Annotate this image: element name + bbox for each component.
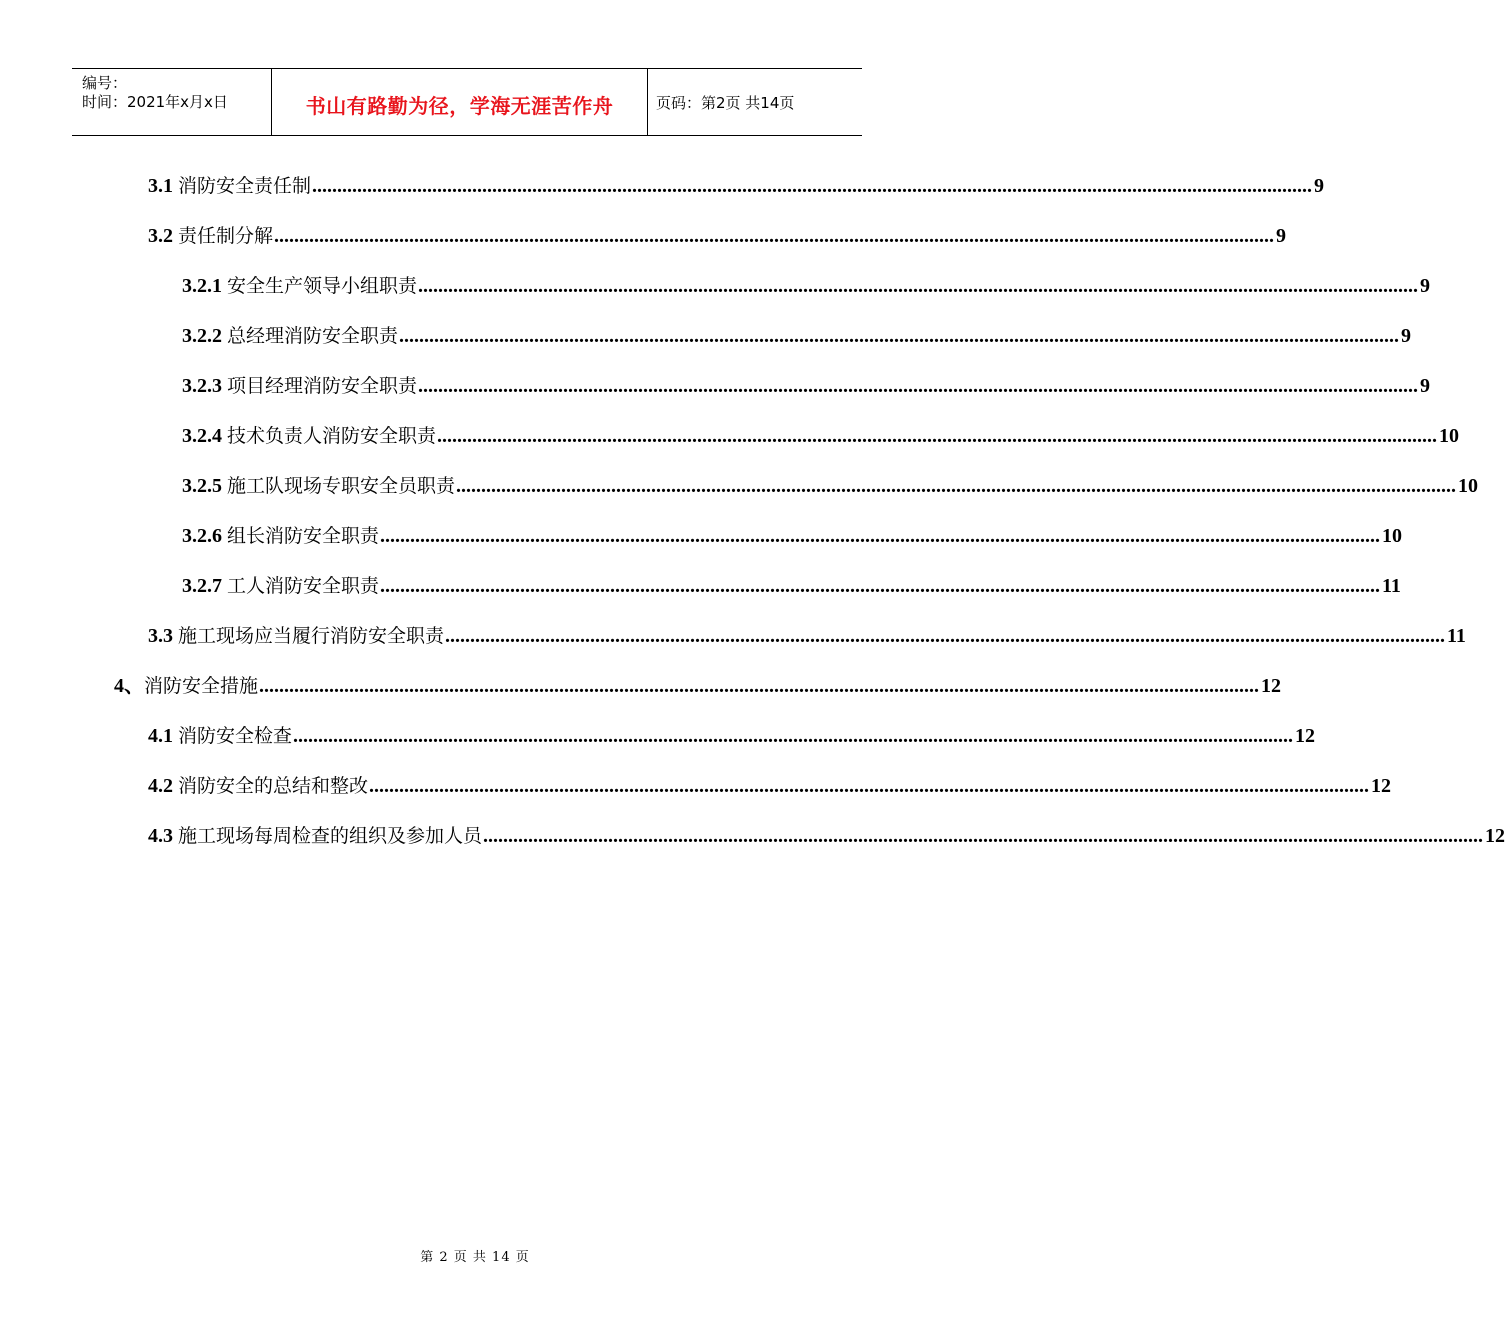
toc-entry-title: 项目经理消防安全职责 bbox=[227, 375, 418, 397]
toc-entry-page: 12 bbox=[1485, 825, 1505, 847]
toc-entry-page: 9 bbox=[1420, 375, 1431, 397]
toc-leader-dots: ........................................................................................................................................................................................................ bbox=[399, 325, 1400, 347]
toc-leader-dots: ........................................................................................................................................................................................................ bbox=[418, 275, 1419, 297]
toc-entry-title: 施工现场每周检查的组织及参加人员 bbox=[178, 825, 483, 847]
toc-leader-dots: ........................................................................................................................................................................................................ bbox=[380, 525, 1381, 547]
document-time-label: 时间：2021年x月x日 bbox=[82, 93, 228, 111]
toc-entry[interactable] bbox=[182, 518, 1403, 548]
toc-leader-dots: ........................................................................................................................................................................................................ bbox=[274, 225, 1275, 247]
toc-entry-title: 施工现场应当履行消防安全职责 bbox=[178, 625, 445, 647]
toc-entry-number: 3.2.4 bbox=[182, 425, 222, 447]
toc-entry[interactable] bbox=[182, 268, 1431, 298]
page-footer bbox=[0, 1246, 950, 1265]
toc-entry[interactable] bbox=[148, 718, 1316, 748]
toc-entry[interactable] bbox=[182, 368, 1431, 398]
toc-entry[interactable] bbox=[182, 568, 1401, 598]
toc-entry[interactable] bbox=[148, 818, 1505, 848]
toc-entry[interactable] bbox=[114, 668, 1282, 698]
header-motto: 书山有路勤为径，学海无涯苦作舟 bbox=[305, 93, 614, 118]
toc-entry-page: 12 bbox=[1295, 725, 1316, 747]
toc-entry-number: 3.2.1 bbox=[182, 275, 222, 297]
toc-entry-number: 4、 bbox=[114, 675, 144, 697]
toc-entry-number: 3.2.2 bbox=[182, 325, 222, 347]
toc-entry-page: 10 bbox=[1382, 525, 1403, 547]
toc-leader-dots: ........................................................................................................................................................................................................ bbox=[312, 175, 1313, 197]
toc-entry-title: 组长消防安全职责 bbox=[227, 525, 380, 547]
header-motto-cell bbox=[272, 69, 648, 135]
toc-entry-number: 3.2.5 bbox=[182, 475, 222, 497]
toc-entry-number: 3.2.3 bbox=[182, 375, 222, 397]
toc-entry-page: 10 bbox=[1458, 475, 1479, 497]
toc-entry-number: 4.2 bbox=[148, 775, 173, 797]
toc-entry[interactable] bbox=[182, 418, 1460, 448]
toc-entry-number: 3.2 bbox=[148, 225, 173, 247]
toc-entry-title: 消防安全检查 bbox=[178, 725, 293, 747]
toc-entry-page: 9 bbox=[1276, 225, 1287, 247]
page-header bbox=[72, 68, 862, 136]
toc-entry[interactable] bbox=[148, 618, 1466, 648]
toc-entry-page: 11 bbox=[1447, 625, 1466, 647]
toc-entry-number: 3.3 bbox=[148, 625, 173, 647]
toc-leader-dots: ........................................................................................................................................................................................................ bbox=[259, 675, 1260, 697]
toc-entry-page: 9 bbox=[1401, 325, 1412, 347]
footer-page-number: 第 2 页 共 14 页 bbox=[420, 1250, 530, 1265]
toc-entry[interactable] bbox=[148, 768, 1392, 798]
toc-entry[interactable] bbox=[148, 168, 1325, 198]
toc-leader-dots: ........................................................................................................................................................................................................ bbox=[293, 725, 1294, 747]
toc-entry-number: 3.1 bbox=[148, 175, 173, 197]
toc-entry-page: 11 bbox=[1382, 575, 1401, 597]
toc-leader-dots: ........................................................................................................................................................................................................ bbox=[483, 825, 1484, 847]
toc-entry-title: 安全生产领导小组职责 bbox=[227, 275, 418, 297]
toc-entry[interactable] bbox=[182, 468, 1479, 498]
toc-entry-page: 10 bbox=[1439, 425, 1460, 447]
toc-entry-page: 12 bbox=[1371, 775, 1392, 797]
header-page-info bbox=[648, 69, 862, 135]
toc-entry[interactable] bbox=[182, 318, 1412, 348]
toc-entry-title: 消防安全的总结和整改 bbox=[178, 775, 369, 797]
toc-entry-number: 4.1 bbox=[148, 725, 173, 747]
toc-entry-page: 9 bbox=[1314, 175, 1325, 197]
toc-entry-number: 3.2.7 bbox=[182, 575, 222, 597]
toc-leader-dots: ........................................................................................................................................................................................................ bbox=[437, 425, 1438, 447]
toc-entry-title: 工人消防安全职责 bbox=[227, 575, 380, 597]
toc-entry-title: 消防安全措施 bbox=[144, 675, 259, 697]
toc-leader-dots: ........................................................................................................................................................................................................ bbox=[445, 625, 1446, 647]
toc-leader-dots: ........................................................................................................................................................................................................ bbox=[418, 375, 1419, 397]
toc-entry-title: 责任制分解 bbox=[178, 225, 274, 247]
document-number-label: 编号： bbox=[82, 74, 128, 92]
toc-entry-page: 9 bbox=[1420, 275, 1431, 297]
toc-leader-dots: ........................................................................................................................................................................................................ bbox=[380, 575, 1381, 597]
toc-entry-number: 3.2.6 bbox=[182, 525, 222, 547]
toc-leader-dots: ........................................................................................................................................................................................................ bbox=[456, 475, 1457, 497]
toc-entry-title: 技术负责人消防安全职责 bbox=[227, 425, 437, 447]
toc-entry-page: 12 bbox=[1261, 675, 1282, 697]
toc-entry-title: 消防安全责任制 bbox=[178, 175, 312, 197]
header-page-info-text: 页码：第2页 共14页 bbox=[656, 93, 795, 112]
toc-entry-title: 总经理消防安全职责 bbox=[227, 325, 399, 347]
header-meta bbox=[72, 69, 272, 135]
toc-leader-dots: ........................................................................................................................................................................................................ bbox=[369, 775, 1370, 797]
toc-entry-number: 4.3 bbox=[148, 825, 173, 847]
toc-entry-title: 施工队现场专职安全员职责 bbox=[227, 475, 456, 497]
toc-entry[interactable] bbox=[148, 218, 1287, 248]
